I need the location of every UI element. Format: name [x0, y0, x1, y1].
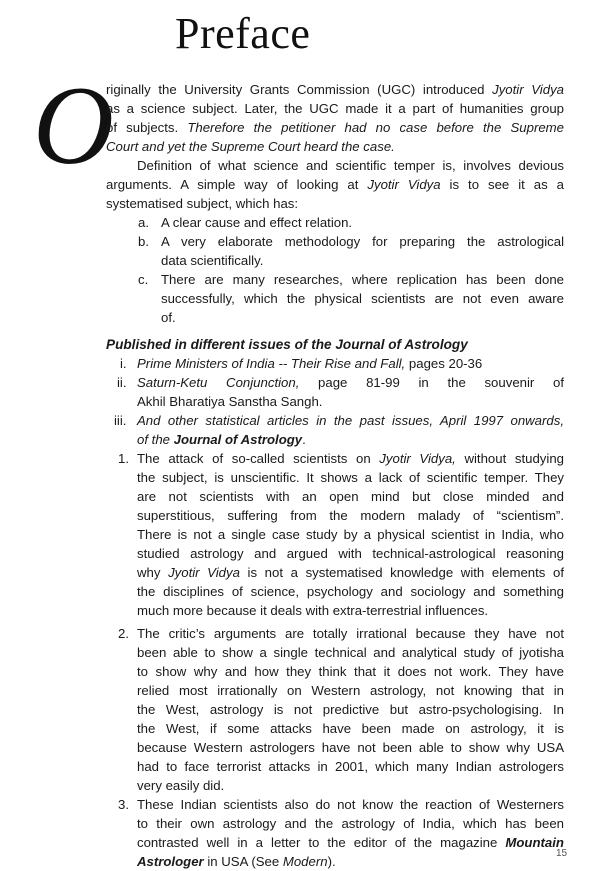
numbered-item-1-line: the disciplines of science, psychology and sociology and something — [137, 584, 564, 599]
section-heading: Published in different issues of the Journal of Astrology — [106, 337, 468, 352]
numbered-item-3-line: to their own astrology and the astrology of India, which has been — [137, 816, 564, 831]
list-item: A clear cause and effect relation. — [161, 215, 353, 230]
list-marker: iii. — [114, 413, 127, 428]
list-marker: 3. — [118, 797, 129, 812]
numbered-item-2-line: the West, astrology is not predictive but astro-psychologising. In — [137, 702, 564, 717]
list-item: Akhil Bharatiya Sanstha Sangh. — [137, 394, 323, 409]
list-item: of. — [161, 310, 176, 325]
list-item: And other statistical articles in the past issues, April 1997 onwards, — [137, 413, 564, 428]
list-item: of the Journal of Astrology. — [137, 432, 306, 447]
intro-line-2: as a science subject. Later, the UGC made it a part of humanities group — [106, 101, 564, 116]
numbered-item-1-line: There is not a single case study by a physical scientist in India, who — [137, 527, 564, 542]
numbered-item-2-line: had to face terrorist attacks in 2001, which many Indian astrologers — [137, 759, 564, 774]
para2-line-1: Definition of what science and scientific temper is, involves devious — [137, 158, 564, 173]
numbered-item-1-line: are not scientists with an open mind but close minded and — [137, 489, 564, 504]
list-item: There are many researches, where replication has been done — [161, 272, 564, 287]
list-item: Saturn-Ketu Conjunction, page 81-99 in the souvenir of — [137, 375, 564, 390]
numbered-item-2-line: relied most irrationally on Western astrology, not knowing that in — [137, 683, 564, 698]
intro-line-1: riginally the University Grants Commission (UGC) introduced Jyotir Vidya — [106, 82, 564, 97]
numbered-item-1-line: superstitious, suffering from the modern malady of “scientism”. — [137, 508, 564, 523]
numbered-item-1-line: studied astrology and argued with technical-astrological reasoning — [137, 546, 564, 561]
list-item: A very elaborate methodology for preparing the astrological — [161, 234, 564, 249]
list-item: Prime Ministers of India -- Their Rise and Fall, pages 20-36 — [137, 356, 483, 371]
list-item: successfully, which the physical scientists are not even aware — [161, 291, 564, 306]
numbered-item-2-line: The critic’s arguments are totally irrational because they have not — [137, 626, 564, 641]
numbered-item-1-line: The attack of so-called scientists on Jyotir Vidya, without studying — [137, 451, 564, 466]
numbered-item-1-line: the subject, is unscientific. It shows a lack of scientific temper. They — [137, 470, 564, 485]
drop-cap: O — [33, 64, 114, 188]
numbered-item-2-line: the West, if some attacks have been made on astrology, it is — [137, 721, 564, 736]
page-number: 15 — [556, 848, 568, 859]
list-marker: i. — [120, 356, 127, 371]
list-marker: ii. — [117, 375, 127, 390]
numbered-item-1-line: why Jyotir Vidya is not a systematised knowledge with elements of — [137, 565, 564, 580]
numbered-item-3-line: These Indian scientists also do not know the reaction of Westerners — [137, 797, 564, 812]
numbered-item-2-line: very easily did. — [137, 778, 225, 793]
numbered-item-2-line: been able to show a single technical and analytical study of jyotisha — [137, 645, 564, 660]
para2-line-3: systematised subject, which has: — [106, 196, 299, 211]
page-title: Preface — [175, 9, 311, 58]
list-marker: a. — [138, 215, 149, 230]
numbered-item-3-line: Astrologer in USA (See Modern). — [137, 854, 336, 869]
numbered-item-2-line: because Western astrologers have not been able to show why USA — [137, 740, 564, 755]
intro-line-4: Court and yet the Supreme Court heard the case. — [106, 139, 395, 154]
list-marker: c. — [138, 272, 149, 287]
list-marker: 2. — [118, 626, 129, 641]
numbered-item-3-line: contrasted well in a letter to the editor of the magazine Mountain — [137, 835, 564, 850]
list-marker: b. — [138, 234, 149, 249]
intro-line-3: of subjects. Therefore the petitioner had no case before the Supreme — [106, 120, 564, 135]
numbered-item-2-line: to show why and how they think that it does not work. They have — [137, 664, 564, 679]
para2-line-2: arguments. A simple way of looking at Jyotir Vidya is to see it as a — [106, 177, 564, 192]
list-marker: 1. — [118, 451, 129, 466]
list-item: data scientifically. — [161, 253, 264, 268]
numbered-item-1-line: much more because it deals with extra-terrestrial influences. — [137, 603, 489, 618]
